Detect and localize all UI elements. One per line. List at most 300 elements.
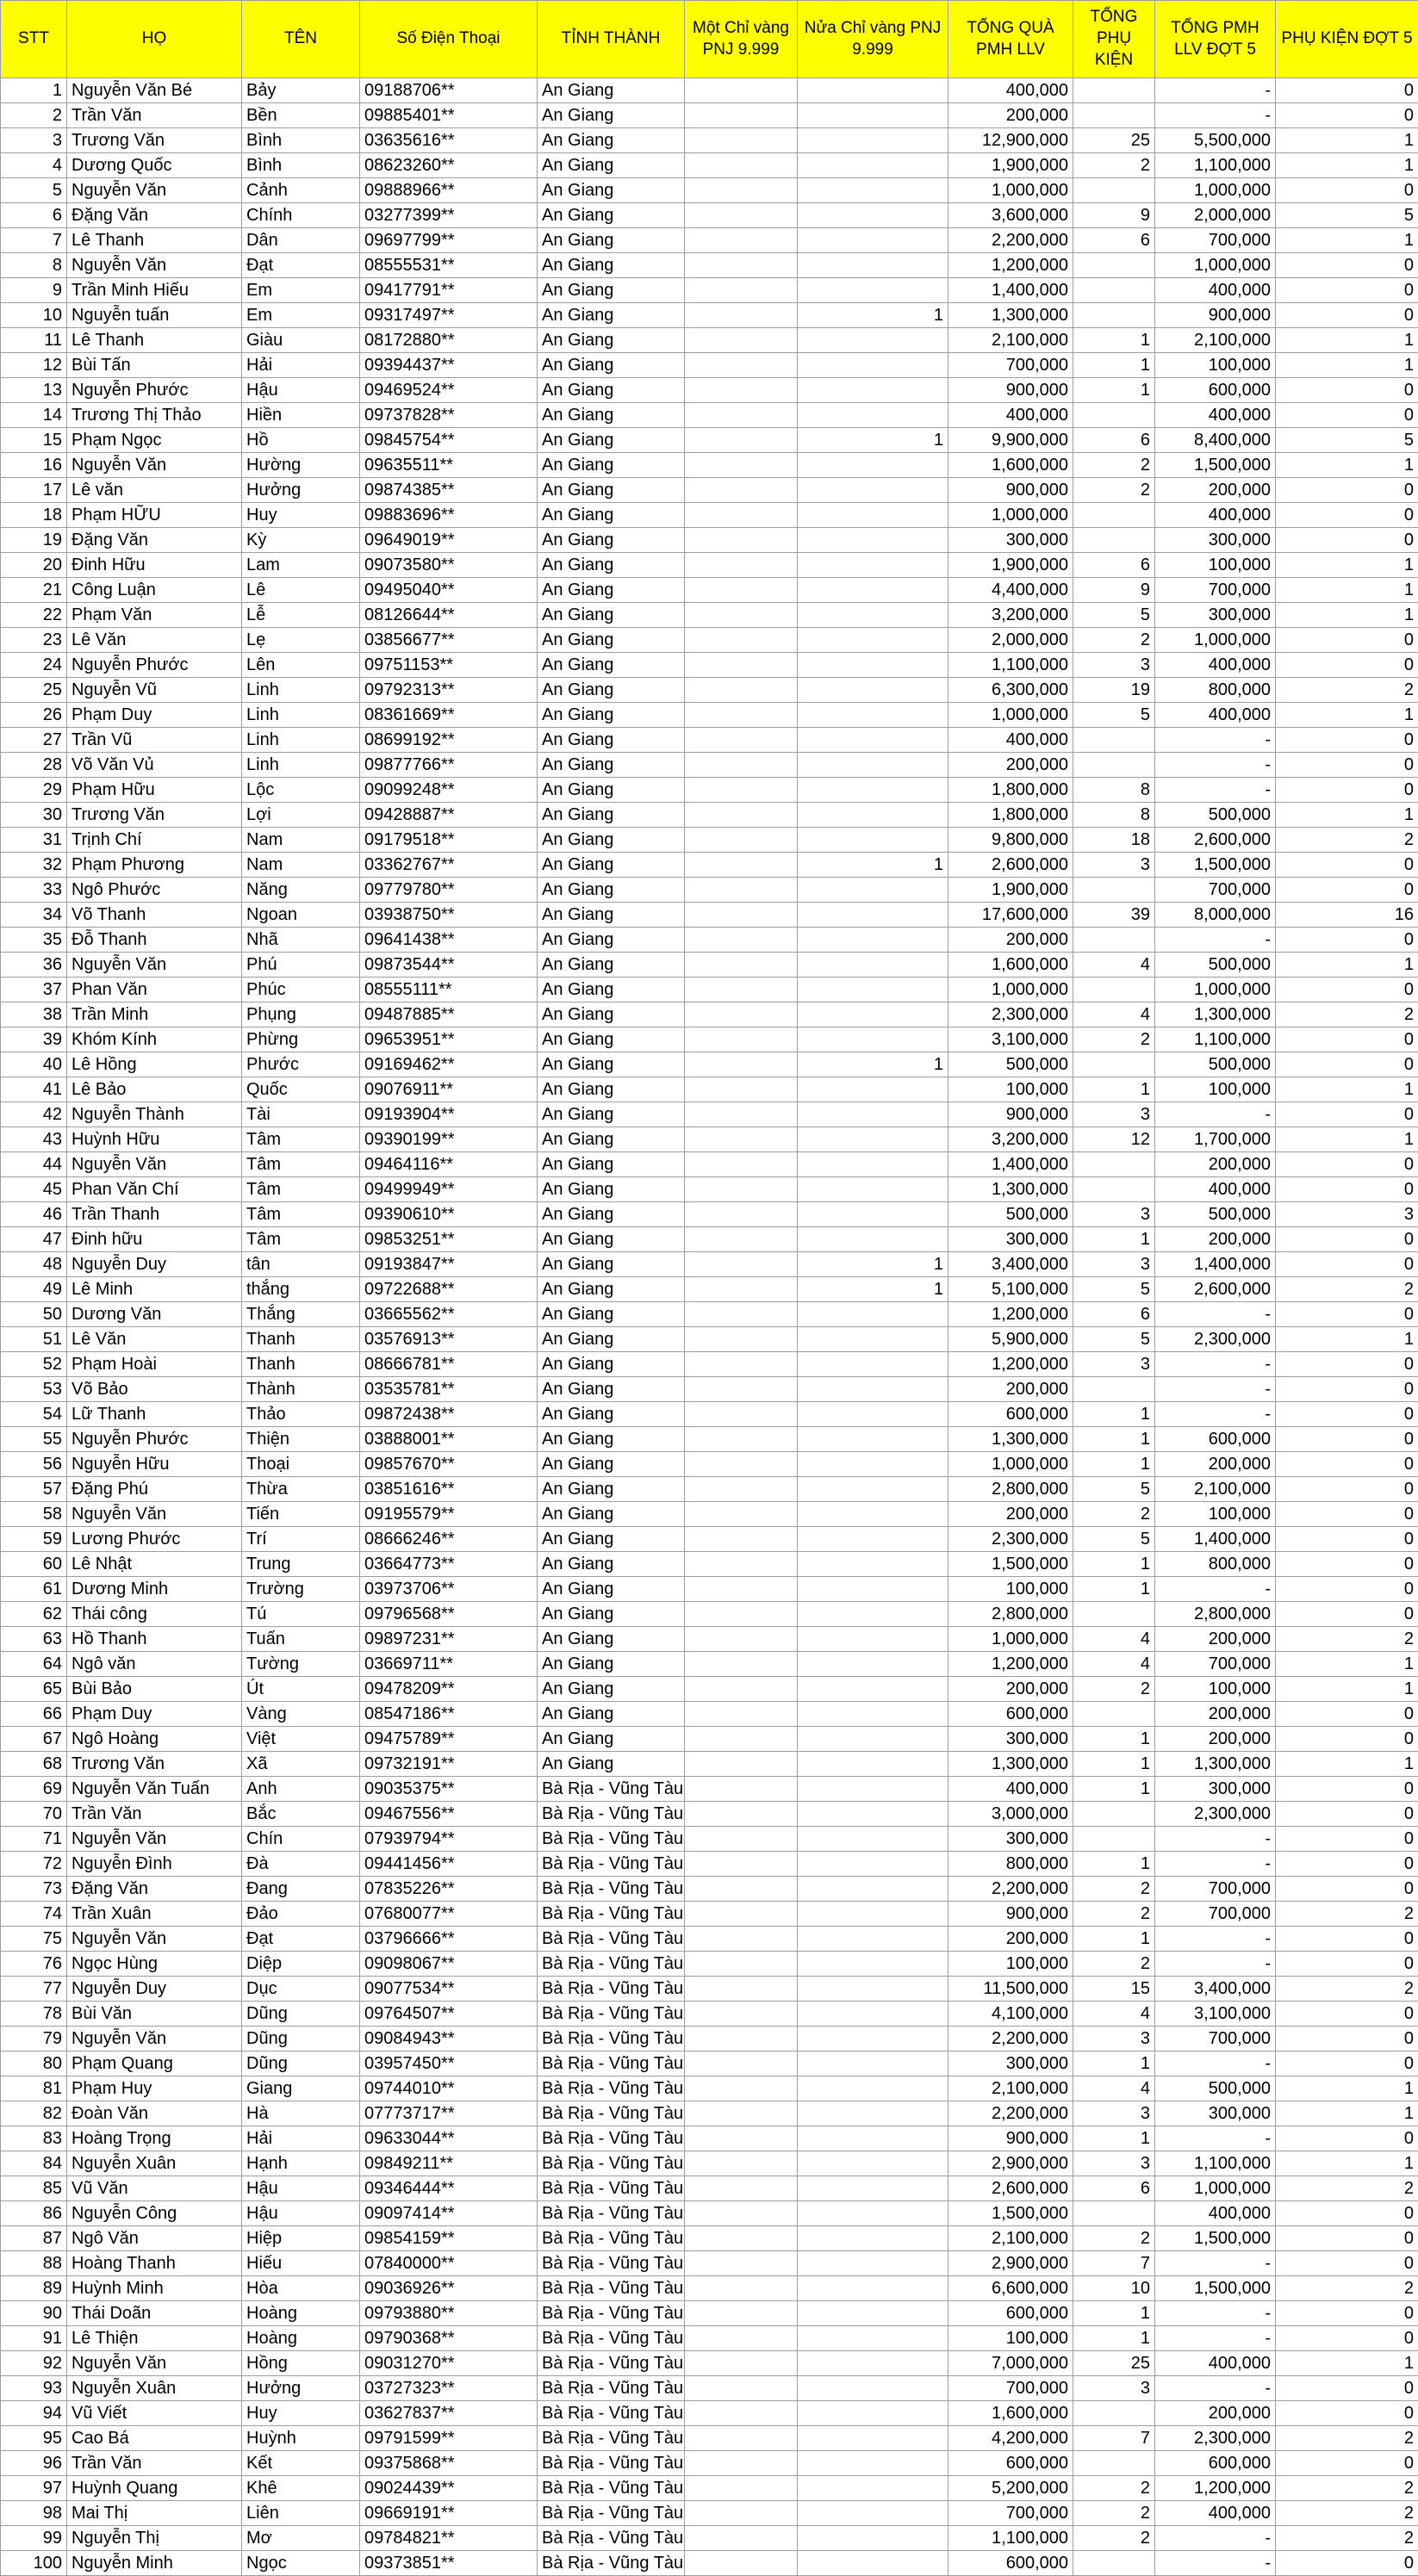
cell-total-gift[interactable]: 500,000 — [948, 1202, 1073, 1227]
cell-accessories-round5[interactable]: 0 — [1276, 478, 1418, 503]
cell-total-pmh-round5[interactable]: - — [1155, 103, 1276, 128]
cell-stt[interactable]: 10 — [1, 303, 67, 328]
cell-gold-one-chi[interactable] — [685, 2051, 798, 2076]
cell-stt[interactable]: 26 — [1, 703, 67, 728]
cell-accessories-round5[interactable]: 5 — [1276, 428, 1418, 453]
cell-phone[interactable]: 09793880** — [360, 2301, 538, 2326]
cell-total-gift[interactable]: 800,000 — [948, 1852, 1073, 1877]
cell-province[interactable]: Bà Rịa - Vũng Tàu — [538, 2426, 685, 2451]
cell-total-accessories[interactable] — [1073, 1702, 1155, 1727]
cell-total-gift[interactable]: 1,300,000 — [948, 1427, 1073, 1452]
cell-stt[interactable]: 52 — [1, 1352, 67, 1377]
cell-total-pmh-round5[interactable]: 8,000,000 — [1155, 903, 1276, 928]
cell-province[interactable]: An Giang — [538, 1502, 685, 1527]
cell-ten[interactable]: Diệp — [242, 1952, 360, 1977]
cell-ho[interactable]: Hoàng Thanh — [67, 2251, 242, 2276]
cell-ten[interactable]: Hòa — [242, 2276, 360, 2301]
cell-ten[interactable]: Phước — [242, 1052, 360, 1077]
cell-phone[interactable]: 09467556** — [360, 1802, 538, 1827]
cell-accessories-round5[interactable]: 2 — [1276, 2276, 1418, 2301]
cell-ho[interactable]: Mai Thị — [67, 2501, 242, 2526]
cell-gold-one-chi[interactable] — [685, 728, 798, 753]
cell-total-accessories[interactable]: 6 — [1073, 228, 1155, 253]
cell-ho[interactable]: Ngọc Hùng — [67, 1952, 242, 1977]
cell-province[interactable]: An Giang — [538, 353, 685, 378]
cell-stt[interactable]: 28 — [1, 753, 67, 778]
cell-total-accessories[interactable]: 10 — [1073, 2276, 1155, 2301]
cell-stt[interactable]: 40 — [1, 1052, 67, 1077]
cell-total-gift[interactable]: 1,400,000 — [948, 278, 1073, 303]
cell-gold-one-chi[interactable] — [685, 853, 798, 878]
cell-total-accessories[interactable] — [1073, 928, 1155, 953]
header-gold-half-chi[interactable]: Nửa Chỉ vàng PNJ 9.999 — [798, 1, 948, 78]
cell-accessories-round5[interactable]: 0 — [1276, 1527, 1418, 1552]
cell-phone[interactable]: 09098067** — [360, 1952, 538, 1977]
cell-accessories-round5[interactable]: 1 — [1276, 153, 1418, 178]
cell-gold-half-chi[interactable] — [798, 1352, 948, 1377]
cell-ten[interactable]: Tú — [242, 1602, 360, 1627]
cell-province[interactable]: An Giang — [538, 1177, 685, 1202]
cell-total-pmh-round5[interactable]: - — [1155, 753, 1276, 778]
cell-gold-one-chi[interactable] — [685, 278, 798, 303]
cell-total-pmh-round5[interactable]: 700,000 — [1155, 1877, 1276, 1902]
cell-phone[interactable]: 09469524** — [360, 378, 538, 403]
cell-ten[interactable]: Đạt — [242, 1927, 360, 1952]
cell-ten[interactable]: Phụng — [242, 1002, 360, 1027]
cell-total-accessories[interactable]: 2 — [1073, 2501, 1155, 2526]
cell-gold-half-chi[interactable]: 1 — [798, 853, 948, 878]
cell-gold-one-chi[interactable] — [685, 1402, 798, 1427]
cell-gold-one-chi[interactable] — [685, 2401, 798, 2426]
cell-gold-half-chi[interactable] — [798, 1677, 948, 1702]
cell-ho[interactable]: Ngô Phước — [67, 878, 242, 903]
cell-total-gift[interactable]: 2,900,000 — [948, 2251, 1073, 2276]
cell-phone[interactable]: 09375868** — [360, 2451, 538, 2476]
cell-stt[interactable]: 58 — [1, 1502, 67, 1527]
cell-ho[interactable]: Khóm Kính — [67, 1027, 242, 1052]
cell-total-pmh-round5[interactable]: - — [1155, 1302, 1276, 1327]
cell-gold-one-chi[interactable] — [685, 1927, 798, 1952]
cell-gold-one-chi[interactable] — [685, 2476, 798, 2501]
cell-total-accessories[interactable]: 3 — [1073, 2027, 1155, 2051]
cell-total-gift[interactable]: 1,600,000 — [948, 953, 1073, 978]
cell-gold-one-chi[interactable] — [685, 2226, 798, 2251]
cell-total-pmh-round5[interactable]: - — [1155, 1402, 1276, 1427]
cell-gold-one-chi[interactable] — [685, 478, 798, 503]
cell-ten[interactable]: Kỳ — [242, 528, 360, 553]
cell-gold-half-chi[interactable] — [798, 2151, 948, 2176]
cell-ten[interactable]: Hải — [242, 2126, 360, 2151]
cell-ho[interactable]: Nguyễn Duy — [67, 1252, 242, 1277]
cell-ten[interactable]: Quốc — [242, 1077, 360, 1102]
cell-total-gift[interactable]: 4,100,000 — [948, 2002, 1073, 2027]
cell-ten[interactable]: Xã — [242, 1752, 360, 1777]
cell-ten[interactable]: Nam — [242, 853, 360, 878]
cell-stt[interactable]: 56 — [1, 1452, 67, 1477]
cell-gold-half-chi[interactable] — [798, 2501, 948, 2526]
cell-total-pmh-round5[interactable]: 400,000 — [1155, 2501, 1276, 2526]
cell-ten[interactable]: Huy — [242, 2401, 360, 2426]
cell-accessories-round5[interactable]: 2 — [1276, 1627, 1418, 1652]
cell-ten[interactable]: Đà — [242, 1852, 360, 1877]
cell-total-gift[interactable]: 1,000,000 — [948, 503, 1073, 528]
cell-stt[interactable]: 70 — [1, 1802, 67, 1827]
cell-province[interactable]: Bà Rịa - Vũng Tàu — [538, 1852, 685, 1877]
cell-phone[interactable]: 08623260** — [360, 153, 538, 178]
cell-total-pmh-round5[interactable]: 500,000 — [1155, 953, 1276, 978]
cell-gold-half-chi[interactable] — [798, 1827, 948, 1852]
cell-total-pmh-round5[interactable]: 8,400,000 — [1155, 428, 1276, 453]
cell-ten[interactable]: Lam — [242, 553, 360, 578]
cell-total-gift[interactable]: 1,300,000 — [948, 1177, 1073, 1202]
cell-gold-half-chi[interactable]: 1 — [798, 303, 948, 328]
cell-gold-one-chi[interactable] — [685, 1202, 798, 1227]
cell-gold-one-chi[interactable] — [685, 903, 798, 928]
cell-gold-half-chi[interactable] — [798, 653, 948, 678]
cell-ten[interactable]: Hưởng — [242, 2376, 360, 2401]
cell-phone[interactable]: 09024439** — [360, 2476, 538, 2501]
cell-gold-one-chi[interactable] — [685, 603, 798, 628]
cell-stt[interactable]: 44 — [1, 1152, 67, 1177]
cell-gold-one-chi[interactable] — [685, 103, 798, 128]
cell-province[interactable]: An Giang — [538, 103, 685, 128]
cell-accessories-round5[interactable]: 0 — [1276, 753, 1418, 778]
cell-total-pmh-round5[interactable]: 1,000,000 — [1155, 628, 1276, 653]
cell-total-pmh-round5[interactable]: 300,000 — [1155, 1777, 1276, 1802]
cell-total-accessories[interactable] — [1073, 103, 1155, 128]
cell-total-gift[interactable]: 1,000,000 — [948, 978, 1073, 1002]
cell-total-accessories[interactable]: 2 — [1073, 478, 1155, 503]
cell-stt[interactable]: 15 — [1, 428, 67, 453]
cell-gold-one-chi[interactable] — [685, 653, 798, 678]
cell-ho[interactable]: Trần Văn — [67, 2451, 242, 2476]
cell-stt[interactable]: 45 — [1, 1177, 67, 1202]
cell-province[interactable]: Bà Rịa - Vũng Tàu — [538, 2176, 685, 2201]
cell-total-gift[interactable]: 1,100,000 — [948, 2526, 1073, 2551]
cell-total-gift[interactable]: 2,100,000 — [948, 2076, 1073, 2101]
cell-ten[interactable]: Hạnh — [242, 2151, 360, 2176]
cell-stt[interactable]: 32 — [1, 853, 67, 878]
cell-ho[interactable]: Nguyễn Văn — [67, 1152, 242, 1177]
cell-province[interactable]: Bà Rịa - Vũng Tàu — [538, 2401, 685, 2426]
cell-ho[interactable]: Bùi Tấn — [67, 353, 242, 378]
cell-ho[interactable]: Ngô Văn — [67, 2226, 242, 2251]
cell-ten[interactable]: Hải — [242, 353, 360, 378]
cell-ho[interactable]: Nguyễn Phước — [67, 653, 242, 678]
cell-ho[interactable]: Phan Văn — [67, 978, 242, 1002]
cell-phone[interactable]: 09641438** — [360, 928, 538, 953]
cell-ten[interactable]: Bắc — [242, 1802, 360, 1827]
cell-stt[interactable]: 4 — [1, 153, 67, 178]
cell-ten[interactable]: Tuấn — [242, 1627, 360, 1652]
cell-ho[interactable]: Võ Thanh — [67, 903, 242, 928]
cell-phone[interactable]: 09854159** — [360, 2226, 538, 2251]
cell-province[interactable]: Bà Rịa - Vũng Tàu — [538, 2201, 685, 2226]
cell-ho[interactable]: Nguyễn Văn — [67, 453, 242, 478]
cell-ten[interactable]: Tâm — [242, 1177, 360, 1202]
cell-province[interactable]: An Giang — [538, 1377, 685, 1402]
cell-stt[interactable]: 33 — [1, 878, 67, 903]
cell-total-pmh-round5[interactable]: 200,000 — [1155, 1227, 1276, 1252]
cell-total-gift[interactable]: 200,000 — [948, 928, 1073, 953]
cell-ho[interactable]: Trần Văn — [67, 1802, 242, 1827]
cell-gold-one-chi[interactable] — [685, 1102, 798, 1127]
cell-province[interactable]: An Giang — [538, 603, 685, 628]
cell-gold-half-chi[interactable] — [798, 2351, 948, 2376]
cell-province[interactable]: An Giang — [538, 703, 685, 728]
cell-total-gift[interactable]: 900,000 — [948, 1902, 1073, 1927]
cell-gold-one-chi[interactable] — [685, 1727, 798, 1752]
cell-ho[interactable]: Công Luận — [67, 578, 242, 603]
header-phone[interactable]: Số Điện Thoại — [360, 1, 538, 78]
cell-phone[interactable]: 09751153** — [360, 653, 538, 678]
cell-accessories-round5[interactable]: 0 — [1276, 1852, 1418, 1877]
cell-phone[interactable]: 03362767** — [360, 853, 538, 878]
cell-ho[interactable]: Nguyễn Văn Bé — [67, 78, 242, 103]
cell-province[interactable]: An Giang — [538, 228, 685, 253]
cell-total-accessories[interactable] — [1073, 403, 1155, 428]
cell-total-pmh-round5[interactable]: - — [1155, 1952, 1276, 1977]
cell-total-accessories[interactable]: 1 — [1073, 2051, 1155, 2076]
cell-stt[interactable]: 24 — [1, 653, 67, 678]
cell-total-accessories[interactable]: 2 — [1073, 153, 1155, 178]
cell-ten[interactable]: Nhã — [242, 928, 360, 953]
cell-gold-half-chi[interactable] — [798, 328, 948, 353]
cell-gold-one-chi[interactable] — [685, 78, 798, 103]
cell-province[interactable]: Bà Rịa - Vũng Tàu — [538, 2002, 685, 2027]
cell-province[interactable]: An Giang — [538, 1402, 685, 1427]
cell-total-gift[interactable]: 5,100,000 — [948, 1277, 1073, 1302]
cell-ho[interactable]: Phạm Hữu — [67, 778, 242, 803]
cell-stt[interactable]: 74 — [1, 1902, 67, 1927]
cell-gold-half-chi[interactable] — [798, 1902, 948, 1927]
cell-gold-half-chi[interactable] — [798, 2126, 948, 2151]
cell-total-pmh-round5[interactable]: 800,000 — [1155, 678, 1276, 703]
cell-accessories-round5[interactable]: 0 — [1276, 2376, 1418, 2401]
cell-accessories-round5[interactable]: 0 — [1276, 928, 1418, 953]
cell-gold-half-chi[interactable] — [798, 253, 948, 278]
cell-total-gift[interactable]: 4,200,000 — [948, 2426, 1073, 2451]
cell-accessories-round5[interactable]: 0 — [1276, 403, 1418, 428]
cell-ten[interactable]: Tiến — [242, 1502, 360, 1527]
cell-total-gift[interactable]: 100,000 — [948, 1077, 1073, 1102]
cell-gold-one-chi[interactable] — [685, 403, 798, 428]
cell-ho[interactable]: Huỳnh Quang — [67, 2476, 242, 2501]
header-gold-one-chi[interactable]: Một Chỉ vàng PNJ 9.999 — [685, 1, 798, 78]
header-stt[interactable]: STT — [1, 1, 67, 78]
cell-total-gift[interactable]: 2,000,000 — [948, 628, 1073, 653]
cell-province[interactable]: Bà Rịa - Vũng Tàu — [538, 1777, 685, 1802]
cell-ten[interactable]: Hưởng — [242, 478, 360, 503]
cell-total-pmh-round5[interactable]: 900,000 — [1155, 303, 1276, 328]
cell-phone[interactable]: 09790368** — [360, 2326, 538, 2351]
cell-total-accessories[interactable]: 4 — [1073, 953, 1155, 978]
cell-stt[interactable]: 31 — [1, 828, 67, 853]
cell-ten[interactable]: Chín — [242, 1827, 360, 1852]
cell-gold-one-chi[interactable] — [685, 228, 798, 253]
cell-province[interactable]: An Giang — [538, 328, 685, 353]
cell-phone[interactable]: 09475789** — [360, 1727, 538, 1752]
cell-ten[interactable]: Linh — [242, 703, 360, 728]
cell-stt[interactable]: 73 — [1, 1877, 67, 1902]
cell-province[interactable]: Bà Rịa - Vũng Tàu — [538, 2351, 685, 2376]
cell-ten[interactable]: Thanh — [242, 1327, 360, 1352]
cell-gold-one-chi[interactable] — [685, 1502, 798, 1527]
cell-total-pmh-round5[interactable]: 700,000 — [1155, 2027, 1276, 2051]
cell-phone[interactable]: 09633044** — [360, 2126, 538, 2151]
cell-total-gift[interactable]: 5,900,000 — [948, 1327, 1073, 1352]
cell-total-pmh-round5[interactable]: 200,000 — [1155, 1702, 1276, 1727]
cell-province[interactable]: Bà Rịa - Vũng Tàu — [538, 2526, 685, 2551]
cell-total-gift[interactable]: 900,000 — [948, 1102, 1073, 1127]
cell-accessories-round5[interactable]: 1 — [1276, 1327, 1418, 1352]
cell-accessories-round5[interactable]: 2 — [1276, 828, 1418, 853]
cell-ten[interactable]: Hậu — [242, 2176, 360, 2201]
cell-ho[interactable]: Nguyễn Vũ — [67, 678, 242, 703]
cell-total-accessories[interactable]: 9 — [1073, 203, 1155, 228]
cell-ho[interactable]: Lê Bảo — [67, 1077, 242, 1102]
cell-total-accessories[interactable]: 2 — [1073, 1952, 1155, 1977]
cell-gold-one-chi[interactable] — [685, 1002, 798, 1027]
cell-province[interactable]: An Giang — [538, 278, 685, 303]
cell-stt[interactable]: 5 — [1, 178, 67, 203]
cell-total-pmh-round5[interactable]: 700,000 — [1155, 878, 1276, 903]
cell-gold-one-chi[interactable] — [685, 1877, 798, 1902]
cell-stt[interactable]: 72 — [1, 1852, 67, 1877]
cell-ho[interactable]: Nguyễn Văn Tuấn — [67, 1777, 242, 1802]
cell-gold-one-chi[interactable] — [685, 1077, 798, 1102]
cell-total-gift[interactable]: 400,000 — [948, 728, 1073, 753]
cell-gold-one-chi[interactable] — [685, 1602, 798, 1627]
cell-province[interactable]: An Giang — [538, 1727, 685, 1752]
cell-total-pmh-round5[interactable]: 1,000,000 — [1155, 253, 1276, 278]
cell-total-accessories[interactable]: 1 — [1073, 1777, 1155, 1802]
cell-gold-one-chi[interactable] — [685, 2501, 798, 2526]
cell-ho[interactable]: Nguyễn Xuân — [67, 2376, 242, 2401]
cell-province[interactable]: An Giang — [538, 128, 685, 153]
cell-ten[interactable]: Dũng — [242, 2051, 360, 2076]
cell-gold-one-chi[interactable] — [685, 2251, 798, 2276]
cell-gold-one-chi[interactable] — [685, 2151, 798, 2176]
cell-total-pmh-round5[interactable]: 1,000,000 — [1155, 2176, 1276, 2201]
cell-gold-one-chi[interactable] — [685, 978, 798, 1002]
cell-total-gift[interactable]: 400,000 — [948, 78, 1073, 103]
cell-accessories-round5[interactable]: 0 — [1276, 2201, 1418, 2226]
cell-ho[interactable]: Đinh Hữu — [67, 553, 242, 578]
cell-province[interactable]: An Giang — [538, 803, 685, 828]
cell-phone[interactable]: 08555111** — [360, 978, 538, 1002]
cell-phone[interactable]: 03851616** — [360, 1477, 538, 1502]
cell-gold-half-chi[interactable] — [798, 2251, 948, 2276]
cell-stt[interactable]: 53 — [1, 1377, 67, 1402]
cell-gold-half-chi[interactable] — [798, 1952, 948, 1977]
cell-province[interactable]: An Giang — [538, 853, 685, 878]
cell-ho[interactable]: Võ Văn Vủ — [67, 753, 242, 778]
cell-accessories-round5[interactable]: 0 — [1276, 1302, 1418, 1327]
cell-total-accessories[interactable]: 1 — [1073, 378, 1155, 403]
cell-accessories-round5[interactable]: 1 — [1276, 953, 1418, 978]
header-total-pmh-round5[interactable]: TỔNG PMH LLV ĐỢT 5 — [1155, 1, 1276, 78]
cell-total-accessories[interactable]: 1 — [1073, 1577, 1155, 1602]
cell-total-accessories[interactable]: 4 — [1073, 1002, 1155, 1027]
cell-accessories-round5[interactable]: 0 — [1276, 728, 1418, 753]
cell-ho[interactable]: Trần Minh Hiếu — [67, 278, 242, 303]
cell-total-accessories[interactable]: 5 — [1073, 603, 1155, 628]
cell-phone[interactable]: 03664773** — [360, 1552, 538, 1577]
cell-phone[interactable]: 09084943** — [360, 2027, 538, 2051]
cell-phone[interactable]: 03535781** — [360, 1377, 538, 1402]
header-accessories-round5[interactable]: PHỤ KIỆN ĐỢT 5 — [1276, 1, 1418, 78]
cell-province[interactable]: An Giang — [538, 753, 685, 778]
cell-gold-one-chi[interactable] — [685, 778, 798, 803]
cell-ten[interactable]: Thành — [242, 1377, 360, 1402]
cell-gold-half-chi[interactable] — [798, 1652, 948, 1677]
cell-stt[interactable]: 65 — [1, 1677, 67, 1702]
cell-total-pmh-round5[interactable]: 300,000 — [1155, 2101, 1276, 2126]
cell-ho[interactable]: Hồ Thanh — [67, 1627, 242, 1652]
cell-total-gift[interactable]: 2,600,000 — [948, 853, 1073, 878]
cell-province[interactable]: An Giang — [538, 1627, 685, 1652]
cell-ten[interactable]: Bền — [242, 103, 360, 128]
cell-phone[interactable]: 07840000** — [360, 2251, 538, 2276]
cell-province[interactable]: An Giang — [538, 1127, 685, 1152]
cell-ten[interactable]: Anh — [242, 1777, 360, 1802]
cell-total-pmh-round5[interactable]: - — [1155, 2326, 1276, 2351]
cell-total-accessories[interactable] — [1073, 2401, 1155, 2426]
cell-accessories-round5[interactable]: 0 — [1276, 2401, 1418, 2426]
cell-province[interactable]: Bà Rịa - Vũng Tàu — [538, 2301, 685, 2326]
cell-province[interactable]: Bà Rịa - Vũng Tàu — [538, 2027, 685, 2051]
cell-accessories-round5[interactable]: 0 — [1276, 1477, 1418, 1502]
cell-phone[interactable]: 09031270** — [360, 2351, 538, 2376]
cell-total-pmh-round5[interactable]: 2,100,000 — [1155, 328, 1276, 353]
cell-ten[interactable]: Phú — [242, 953, 360, 978]
cell-stt[interactable]: 51 — [1, 1327, 67, 1352]
cell-total-gift[interactable]: 1,900,000 — [948, 153, 1073, 178]
cell-total-accessories[interactable] — [1073, 1177, 1155, 1202]
cell-total-pmh-round5[interactable]: - — [1155, 2551, 1276, 2576]
cell-phone[interactable]: 09441456** — [360, 1852, 538, 1877]
cell-stt[interactable]: 95 — [1, 2426, 67, 2451]
cell-stt[interactable]: 96 — [1, 2451, 67, 2476]
cell-ho[interactable]: Lê Hồng — [67, 1052, 242, 1077]
cell-total-gift[interactable]: 1,000,000 — [948, 703, 1073, 728]
cell-gold-half-chi[interactable] — [798, 378, 948, 403]
cell-stt[interactable]: 87 — [1, 2226, 67, 2251]
cell-total-accessories[interactable] — [1073, 878, 1155, 903]
cell-total-pmh-round5[interactable]: 400,000 — [1155, 653, 1276, 678]
cell-total-gift[interactable]: 3,600,000 — [948, 203, 1073, 228]
cell-total-pmh-round5[interactable]: - — [1155, 1352, 1276, 1377]
cell-total-accessories[interactable]: 4 — [1073, 1652, 1155, 1677]
cell-stt[interactable]: 35 — [1, 928, 67, 953]
cell-gold-one-chi[interactable] — [685, 253, 798, 278]
cell-total-accessories[interactable]: 1 — [1073, 1077, 1155, 1102]
cell-gold-half-chi[interactable] — [798, 203, 948, 228]
cell-province[interactable]: An Giang — [538, 628, 685, 653]
cell-ho[interactable]: Phạm Hoài — [67, 1352, 242, 1377]
cell-total-accessories[interactable] — [1073, 1052, 1155, 1077]
cell-phone[interactable]: 09179518** — [360, 828, 538, 853]
cell-gold-one-chi[interactable] — [685, 2076, 798, 2101]
cell-total-accessories[interactable]: 5 — [1073, 1327, 1155, 1352]
cell-ten[interactable]: Dân — [242, 228, 360, 253]
cell-ho[interactable]: Phạm HỮU — [67, 503, 242, 528]
cell-gold-half-chi[interactable] — [798, 1302, 948, 1327]
cell-ten[interactable]: Khê — [242, 2476, 360, 2501]
cell-phone[interactable]: 09845754** — [360, 428, 538, 453]
cell-phone[interactable]: 03796666** — [360, 1927, 538, 1952]
